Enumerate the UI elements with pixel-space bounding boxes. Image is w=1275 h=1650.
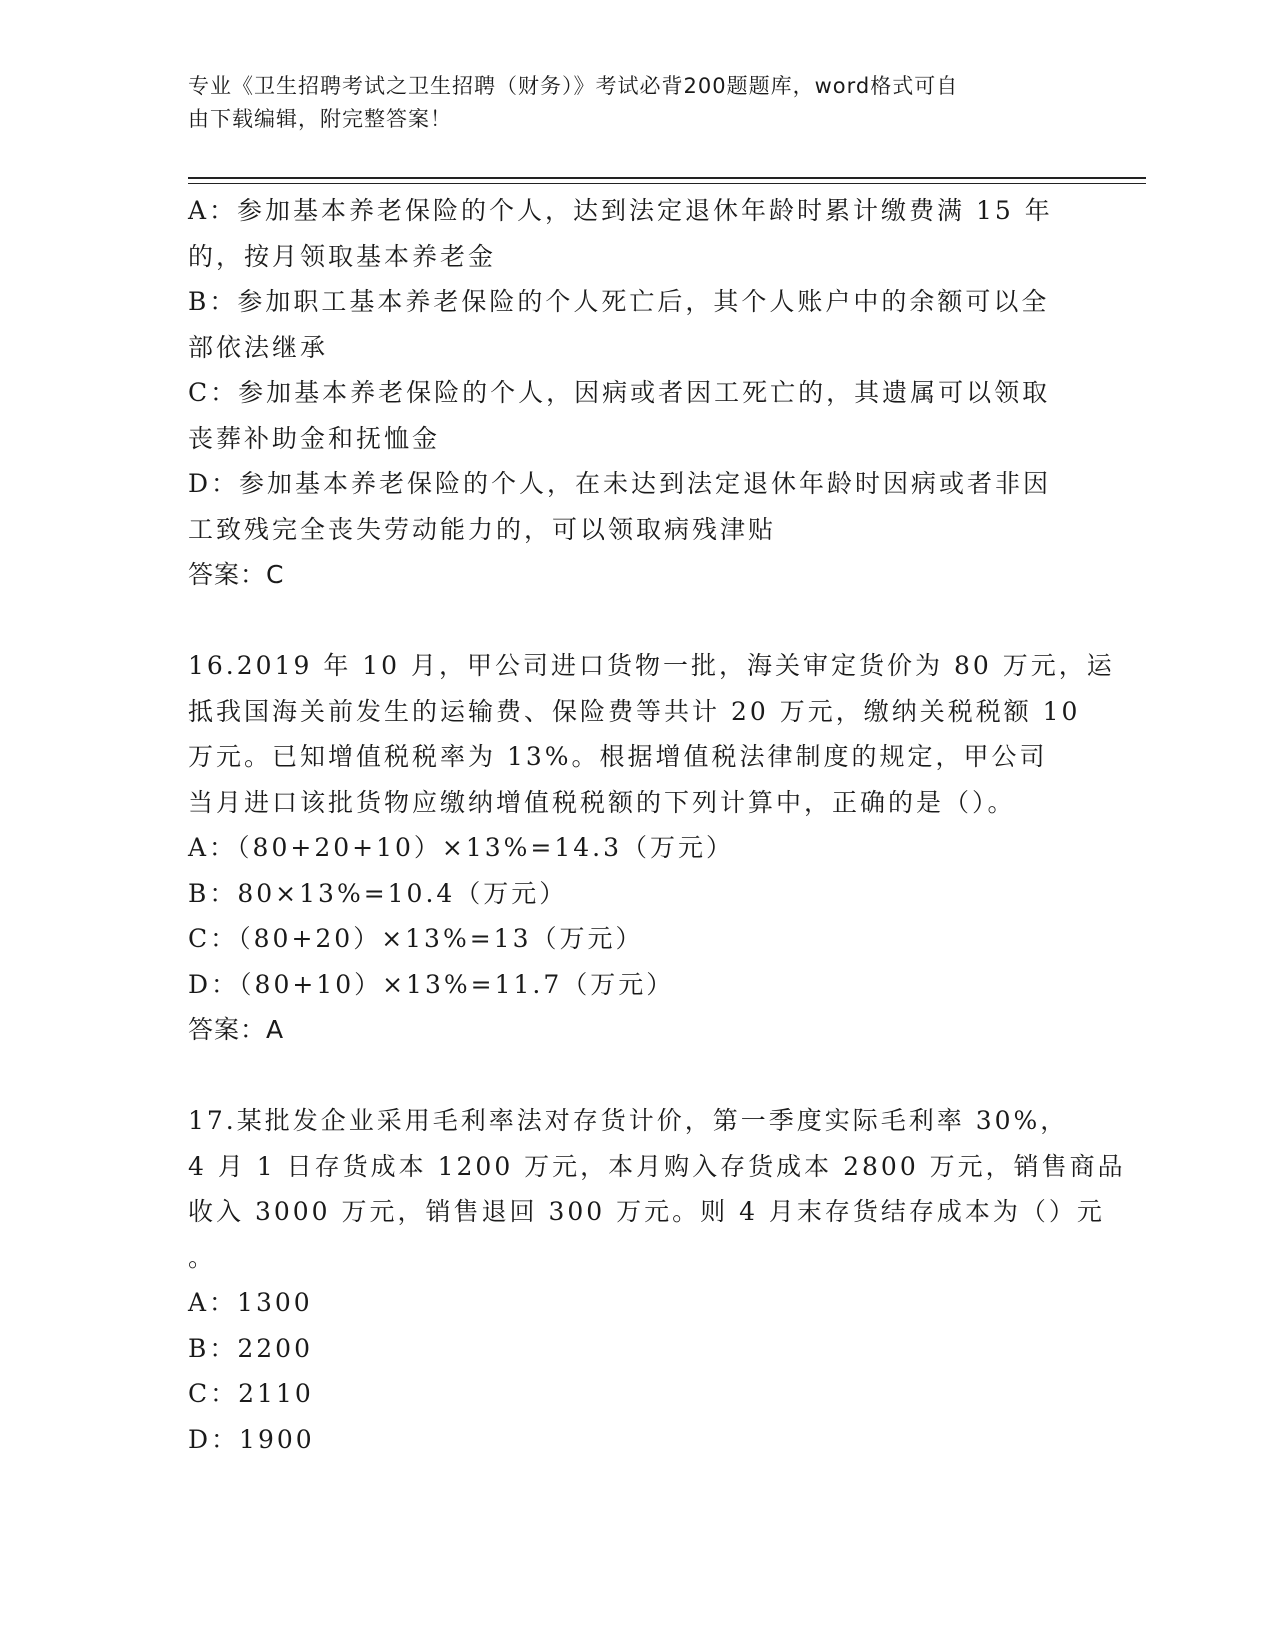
question-16 [188,643,1115,1053]
q15-option-d-line-1: D：参加基本养老保险的个人，在未达到法定退休年龄时因病或者非因 [188,469,1052,498]
document-header [188,70,1068,136]
q15-answer: 答案：C [188,560,285,589]
q16-option-d: D：（80+10）×13%=11.7（万元） [188,969,675,999]
question-spacer [188,1053,1088,1099]
q17-option-c: C：2110 [188,1379,314,1408]
q15-option-c-line-1: C：参加基本养老保险的个人，因病或者因工死亡的，其遗属可以领取 [188,378,1051,407]
q17-option-b: B：2200 [188,1333,313,1363]
q15-option-c-line-2: 丧葬补助金和抚恤金 [188,423,441,453]
q16-answer: 答案：A [188,1015,285,1044]
question-15 [188,188,1088,598]
q17-option-a: A：1300 [188,1288,313,1317]
header-divider-thin [188,183,1146,184]
q17-stem-line-4: 。 [188,1242,217,1272]
q16-stem-line-4: 当月进口该批货物应缴纳增值税税额的下列计算中，正确的是（）。 [188,787,1016,817]
header-divider-thick [188,177,1146,179]
document-body [188,188,1126,1462]
q17-stem-line-3: 收入 3000 万元，销售退回 300 万元。则 4 月末存货结存成本为（）元 [188,1197,1105,1226]
header-title-line-1: 专业《卫生招聘考试之卫生招聘（财务）》考试必背200题题库，word格式可自 [188,74,959,98]
header-title-line-2: 由下载编辑，附完整答案！ [188,107,452,131]
q17-stem-line-1: 17.某批发企业采用毛利率法对存货计价，第一季度实际毛利率 30%， [188,1106,1069,1135]
q15-option-b-line-1: B：参加职工基本养老保险的个人死亡后，其个人账户中的余额可以全 [188,287,1050,316]
q16-stem-line-1: 16.2019 年 10 月，甲公司进口货物一批，海关审定货价为 80 万元，运 [188,651,1115,680]
q15-option-a-line-1: A：参加基本养老保险的个人，达到法定退休年龄时累计缴费满 15 年 [188,196,1053,225]
q15-option-b-line-2: 部依法继承 [188,332,329,362]
question-17 [188,1098,1126,1462]
q15-option-d-line-2: 工致残完全丧失劳动能力的，可以领取病残津贴 [188,514,777,544]
q17-option-d: D：1900 [188,1424,315,1454]
q16-option-a: A：（80+20+10）×13%=14.3（万元） [188,833,735,862]
q16-stem-line-3: 万元。已知增值税税率为 13%。根据增值税法律制度的规定，甲公司 [188,742,1048,771]
q15-option-a-line-2: 的，按月领取基本养老金 [188,241,497,271]
q16-stem-line-2: 抵我国海关前发生的运输费、保险费等共计 20 万元，缴纳关税税额 10 [188,696,1081,726]
question-spacer [188,598,1088,644]
q16-option-b: B：80×13%=10.4（万元） [188,878,568,908]
q17-stem-line-2: 4 月 1 日存货成本 1200 万元，本月购入存货成本 2800 万元，销售商品 [188,1151,1126,1181]
q16-option-c: C：（80+20）×13%=13（万元） [188,924,644,953]
